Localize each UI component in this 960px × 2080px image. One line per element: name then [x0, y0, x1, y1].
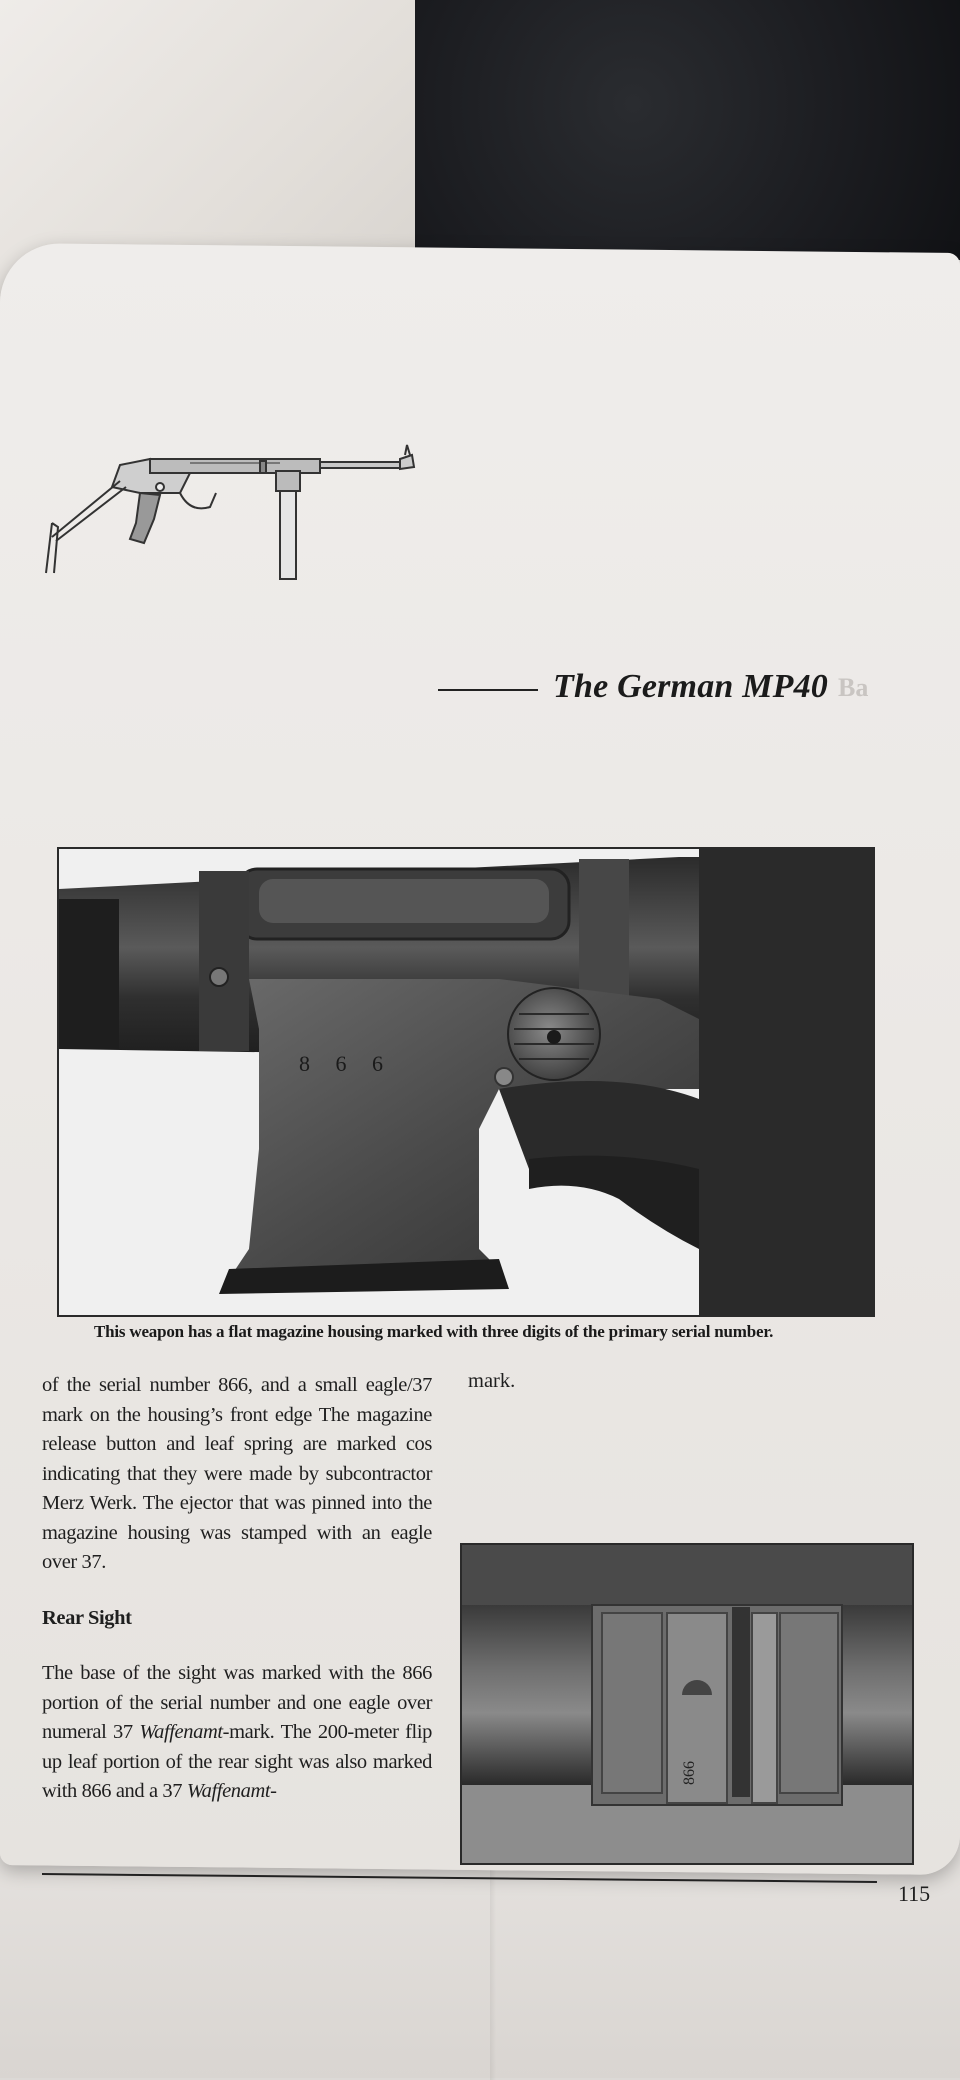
- dark-towel-background: [415, 0, 960, 260]
- housing-serial-marking: 8 6 6: [299, 1051, 393, 1076]
- continued-text: mark.: [468, 1370, 516, 1392]
- book-page: [0, 243, 960, 1906]
- magazine-housing-photo: [57, 847, 875, 1317]
- body-text-column: [42, 1371, 432, 1833]
- rear-sight-photo: [460, 1543, 914, 1865]
- mp40-line-drawing-icon: [40, 423, 440, 583]
- running-head-title: The German MP40: [553, 668, 828, 705]
- sight-serial-marking: 866: [681, 1761, 698, 1785]
- page-number: 115: [898, 1881, 931, 1906]
- running-head-rule: [438, 689, 538, 691]
- paragraph: The base of the sight was marked with the 866 portion of the serial number and one eagle over numeral 37 Waffenamt-mark. The 200-meter flip up leaf portion of the rear sight was also marked with 866 and a 37 Waffenamt-: [42, 1662, 432, 1802]
- bleed-through-text: Ba: [838, 673, 869, 702]
- section-heading: Rear Sight: [42, 1606, 132, 1629]
- photo-caption: This weapon has a flat magazine housing marked with three digits of the primary serial number.: [94, 1322, 774, 1341]
- paragraph: of the serial number 866, and a small eagle/37 mark on the housing’s front edge The magazine release button and leaf spring are marked cos indicating that they were made by subcontractor Merz Werk. The ejector that was pinned into the magazine housing was stamped with an eagle over 37.: [42, 1374, 432, 1573]
